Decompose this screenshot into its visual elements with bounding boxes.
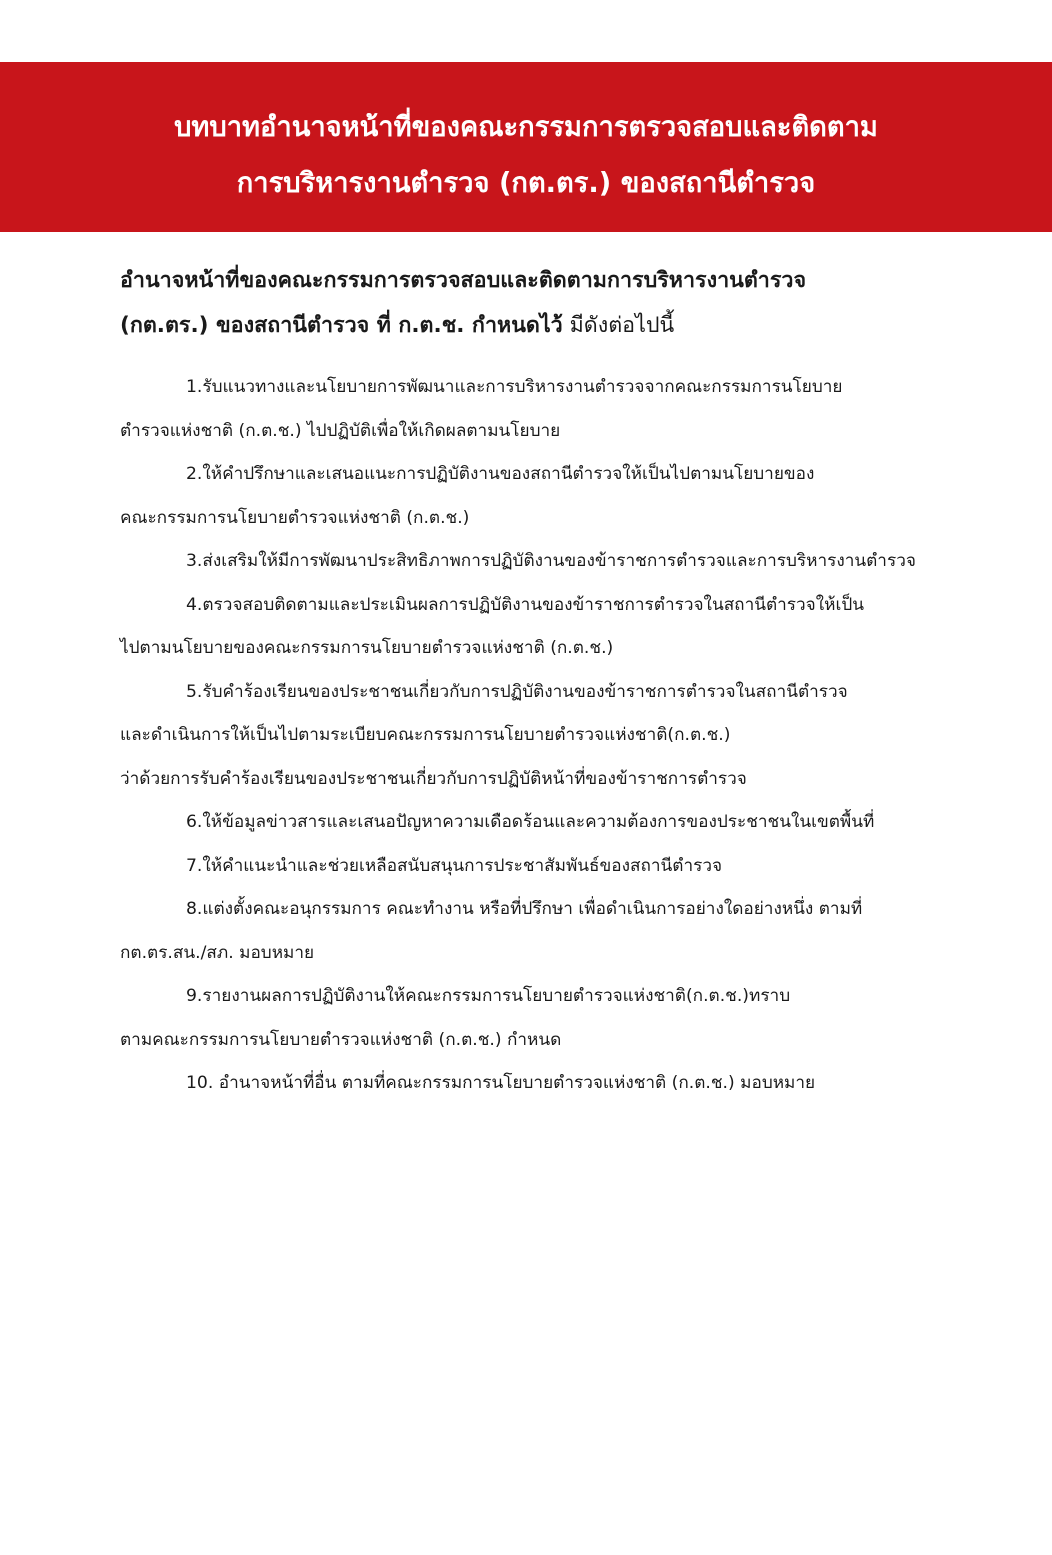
duty-text: 1.รับแนวทางและนโยบายการพัฒนาและการบริหารงานตำรวจจากคณะกรรมการนโยบาย [186, 377, 843, 397]
page-title-line-1: บทบาทอำนาจหน้าที่ของคณะกรรมการตรวจสอบและติดตาม [174, 112, 878, 143]
duty-text: 7.ให้คำแนะนำและช่วยเหลือสนับสนุนการประชาสัมพันธ์ของสถานีตำรวจ [186, 855, 723, 876]
duty-text: 10. อำนาจหน้าที่อื่น ตามที่คณะกรรมการนโยบายตำรวจแห่งชาติ (ก.ต.ช.) มอบหมาย [186, 1073, 816, 1093]
duty-item-3 [120, 540, 940, 584]
header-banner [0, 62, 1052, 232]
duty-item-4 [120, 584, 940, 671]
duty-text: 3.ส่งเสริมให้มีการพัฒนาประสิทธิภาพการปฏิบัติงานของข้าราชการตำรวจและการบริหารงานตำรวจ [186, 551, 916, 571]
duty-text: 6.ให้ข้อมูลข่าวสารและเสนอปัญหาความเดือดร้อนและความต้องการของประชาชนในเขตพื้นที่ [186, 812, 875, 832]
duty-item-1 [120, 366, 940, 453]
duty-text: ว่าด้วยการรับคำร้องเรียนของประชาชนเกี่ยวกับการปฏิบัติหน้าที่ของข้าราชการตำรวจ [120, 768, 747, 789]
duty-text: 9.รายงานผลการปฏิบัติงานให้คณะกรรมการนโยบายตำรวจแห่งชาติ(ก.ต.ช.)ทราบ [186, 986, 791, 1006]
intro-line-2-bold: (กต.ตร.) ของสถานีตำรวจ ที่ ก.ต.ช. กำหนดไว้ [120, 313, 563, 338]
duty-text: ตำรวจแห่งชาติ (ก.ต.ช.) ไปปฏิบัติเพื่อให้เกิดผลตามนโยบาย [120, 420, 561, 441]
intro-line-2 [120, 303, 940, 348]
duty-text: 8.แต่งตั้งคณะอนุกรรมการ คณะทำงาน หรือที่ปรึกษา เพื่อดำเนินการอย่างใดอย่างหนึ่ง ตามที่ [186, 899, 863, 919]
duty-item-10 [120, 1062, 940, 1106]
duty-text: กต.ตร.สน./สภ. มอบหมาย [120, 942, 315, 963]
duty-text: 4.ตรวจสอบติดตามและประเมินผลการปฏิบัติงานของข้าราชการตำรวจในสถานีตำรวจให้เป็น [186, 594, 865, 615]
page-title-line-2: การบริหารงานตำรวจ (กต.ตร.) ของสถานีตำรวจ [236, 168, 816, 199]
intro-heading [120, 258, 940, 348]
duty-item-7 [120, 845, 940, 889]
duty-text: 2.ให้คำปรึกษาและเสนอแนะการปฏิบัติงานของสถานีตำรวจให้เป็นไปตามนโยบายของ [186, 464, 815, 484]
duty-text: 5.รับคำร้องเรียนของประชาชนเกี่ยวกับการปฏิบัติงานของข้าราชการตำรวจในสถานีตำรวจ [186, 681, 848, 702]
intro-line-1: อำนาจหน้าที่ของคณะกรรมการตรวจสอบและติดตามการบริหารงานตำรวจ [120, 268, 807, 293]
duty-item-6 [120, 801, 940, 845]
duty-text: ตามคณะกรรมการนโยบายตำรวจแห่งชาติ (ก.ต.ช.) กำหนด [120, 1029, 562, 1050]
duty-item-2 [120, 453, 940, 540]
duty-item-5 [120, 671, 940, 802]
duty-item-8 [120, 888, 940, 975]
duty-text: คณะกรรมการนโยบายตำรวจแห่งชาติ (ก.ต.ช.) [120, 507, 470, 528]
duty-list [120, 366, 940, 1106]
intro-line-2-normal: มีดังต่อไปนี้ [562, 313, 675, 338]
duty-text: ไปตามนโยบายของคณะกรรมการนโยบายตำรวจแห่งชาติ (ก.ต.ช.) [120, 638, 614, 658]
duty-text: และดำเนินการให้เป็นไปตามระเบียบคณะกรรมการนโยบายตำรวจแห่งชาติ(ก.ต.ช.) [120, 725, 731, 745]
duty-item-9 [120, 975, 940, 1062]
